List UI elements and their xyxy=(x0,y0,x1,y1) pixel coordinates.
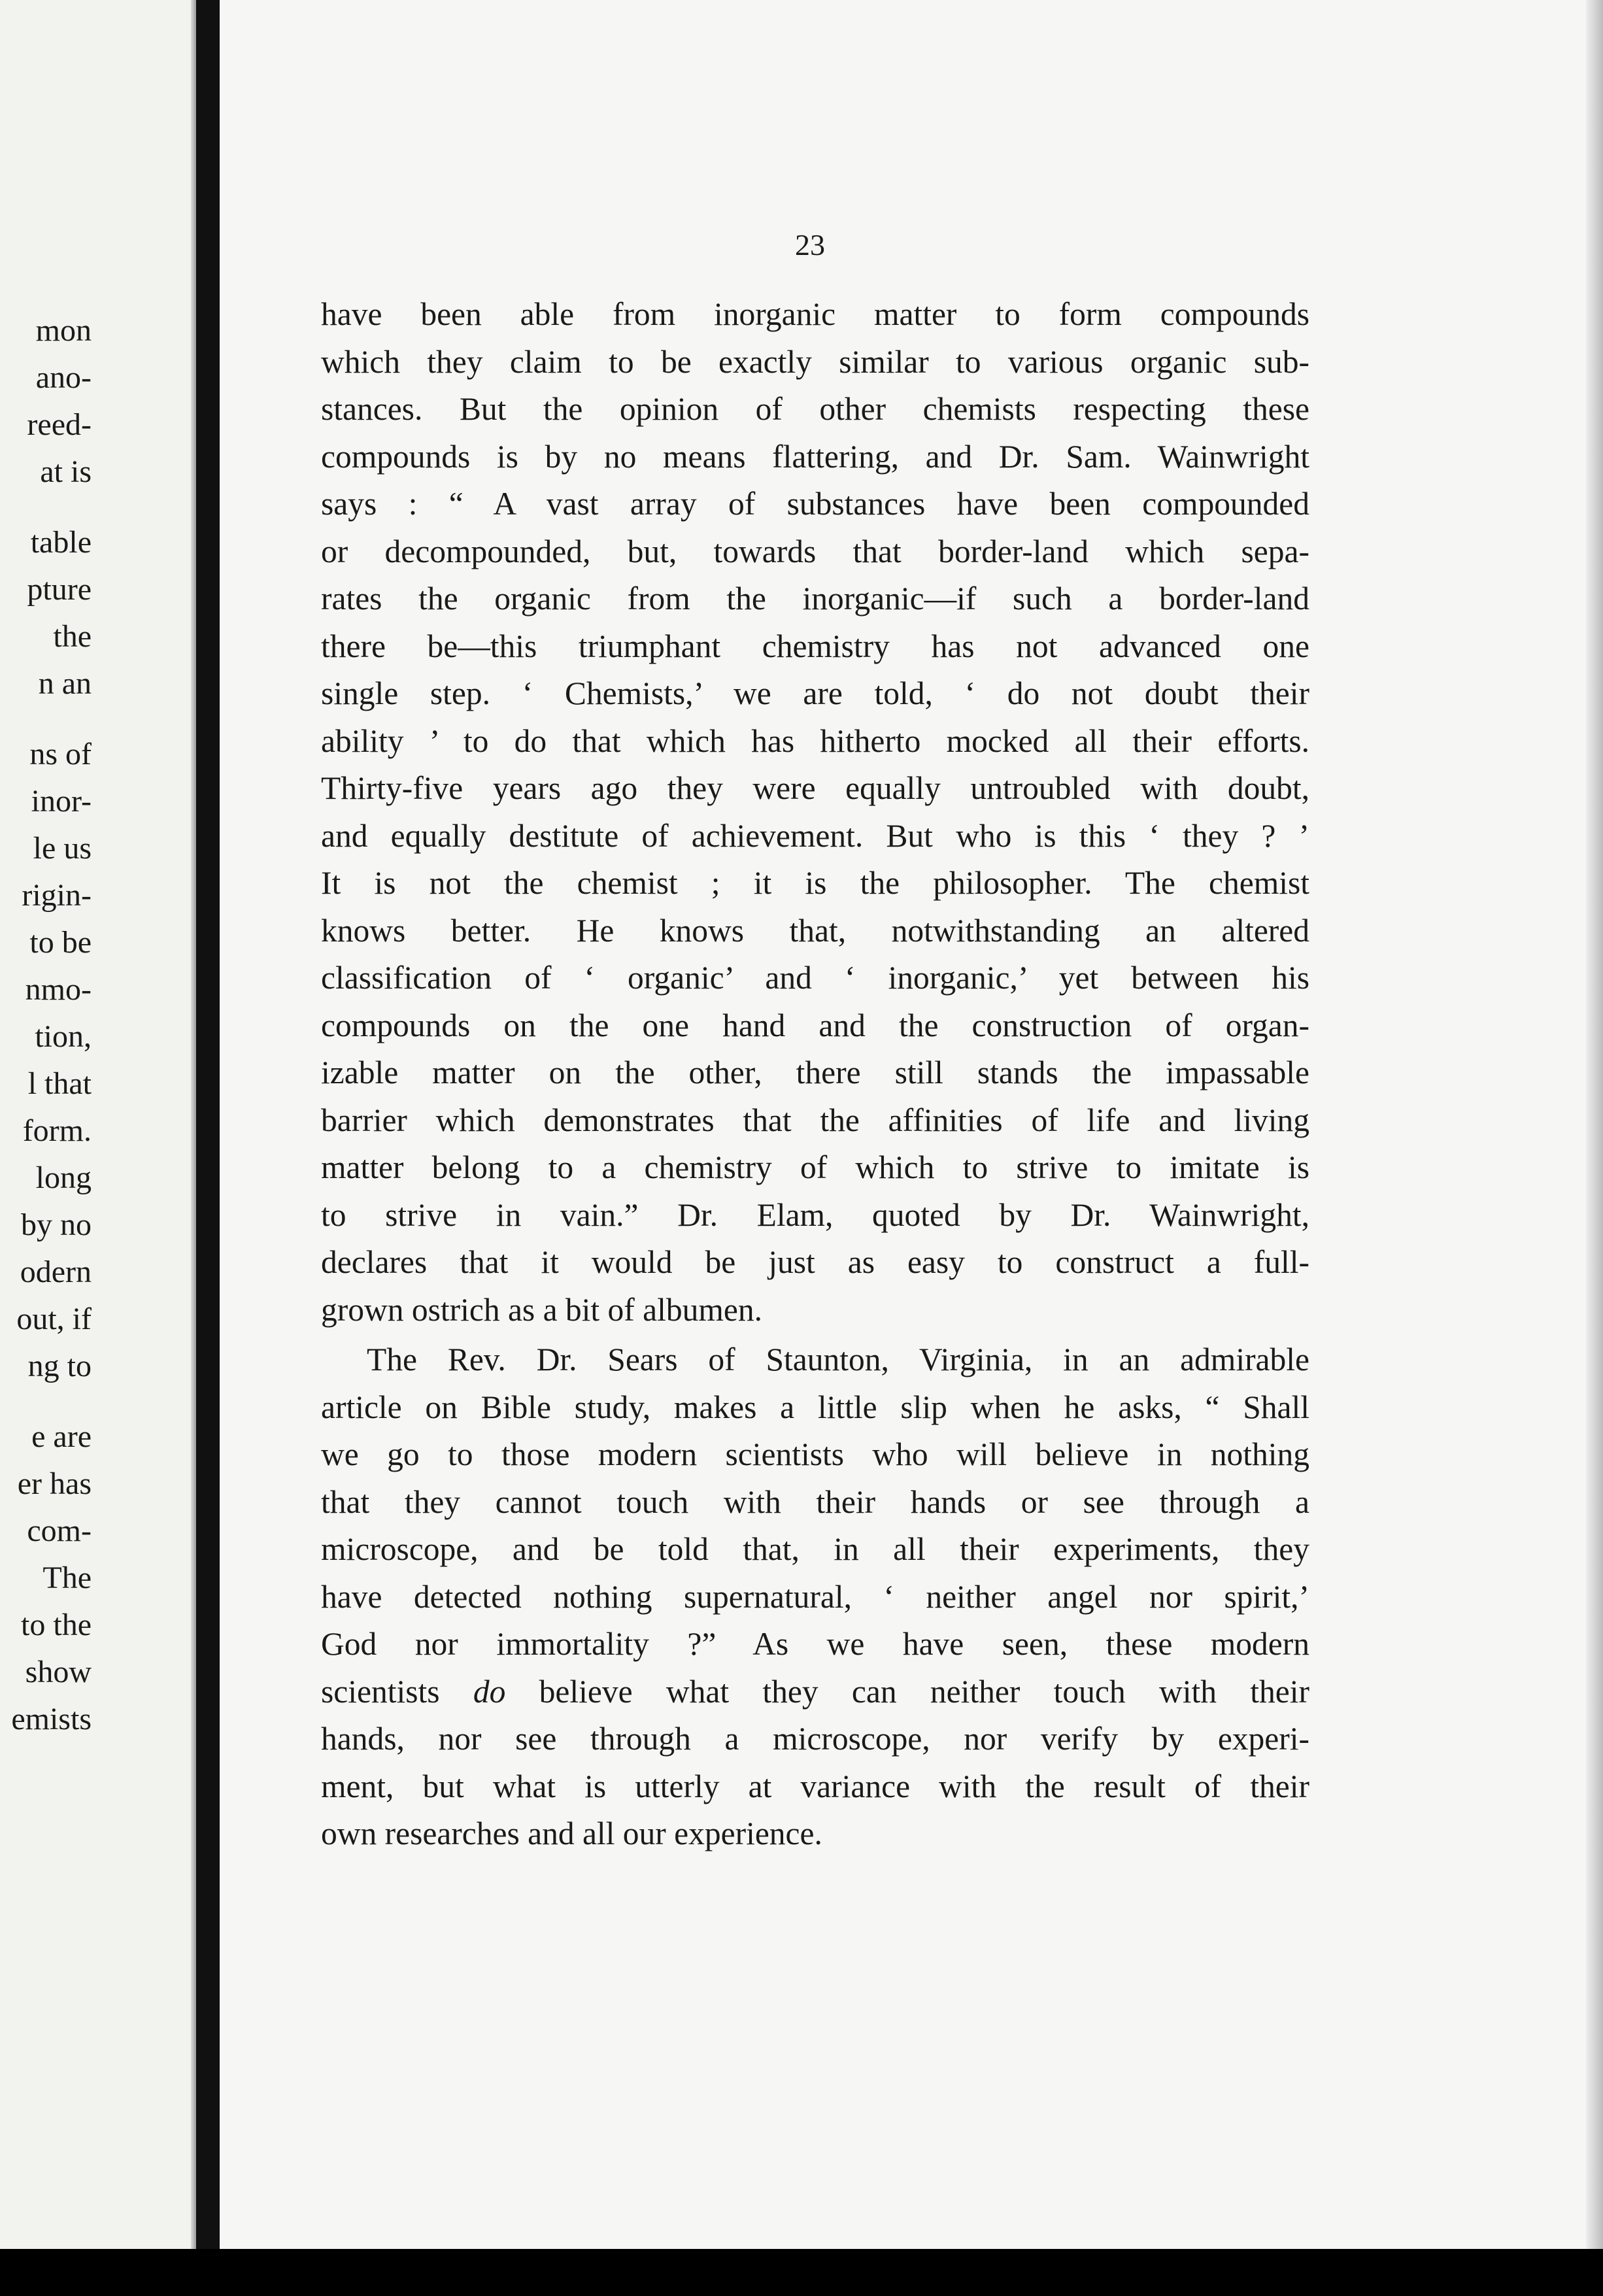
left-page-line: reed- xyxy=(27,407,92,442)
text-line: and equally destitute of achievement. But who is this ‘ they ? ’ xyxy=(321,817,1309,854)
page-number: 23 xyxy=(795,228,825,262)
scan-bottom-border xyxy=(0,2249,1603,2296)
left-page-line: the xyxy=(53,619,92,654)
text-line: knows better. He knows that, notwithstanding an altered xyxy=(321,912,1309,949)
text-line: compounds is by no means flattering, and Dr. Sam. Wainwright xyxy=(321,438,1309,475)
text-line: It is not the chemist ; it is the philosopher. The chemist xyxy=(321,865,1309,901)
left-page-line: form. xyxy=(22,1113,92,1148)
left-page-line: odern xyxy=(20,1255,92,1289)
left-page-line: e are xyxy=(31,1419,92,1454)
left-page-line: er has xyxy=(17,1466,92,1501)
left-page-line: to be xyxy=(29,925,92,960)
left-page xyxy=(0,0,196,2249)
text-line: rates the organic from the inorganic—if such a border-land xyxy=(321,581,1309,616)
text-line: article on Bible study, makes a little slip when he asks, “ Shall xyxy=(321,1389,1309,1425)
text-line: there be—this triumphant chemistry has not advanced one xyxy=(321,628,1309,664)
left-page-line: nmo- xyxy=(25,972,92,1007)
left-page-line: ng to xyxy=(27,1349,92,1383)
text-line: Thirty-five years ago they were equally untroubled with doubt, xyxy=(321,770,1309,806)
paragraph-1 xyxy=(321,291,1309,1334)
text-line: which they claim to be exactly similar to various organic sub- xyxy=(321,343,1309,380)
left-page-line: long xyxy=(35,1160,92,1195)
left-page-line: l that xyxy=(27,1066,92,1101)
text-line: microscope, and be told that, in all their experiments, they xyxy=(321,1531,1309,1567)
left-page-line: by no xyxy=(21,1207,92,1242)
text-line: God nor immortality ?” As we have seen, these modern xyxy=(321,1626,1309,1662)
text-line: hands, nor see through a microscope, nor verify by experi- xyxy=(321,1721,1309,1757)
paragraph-2 xyxy=(321,1336,1309,1858)
text-line: declares that it would be just as easy to construct a full- xyxy=(321,1244,1309,1280)
text-line: matter belong to a chemistry of which to strive to imitate is xyxy=(321,1149,1309,1185)
text-line: scientists do believe what they can neither touch with their xyxy=(321,1673,1309,1710)
right-page-edge xyxy=(1586,0,1603,2249)
text-line: says : “ A vast array of substances have been compounded xyxy=(321,486,1309,522)
left-page-line: ns of xyxy=(29,737,92,771)
left-page-line: out, if xyxy=(16,1302,92,1336)
left-page-line: to the xyxy=(21,1608,92,1642)
text-line: barrier which demonstrates that the affinities of life and living xyxy=(321,1102,1309,1138)
left-page-line: at is xyxy=(40,454,92,489)
text-line: classification of ‘ organic’ and ‘ inorganic,’ yet between his xyxy=(321,960,1309,996)
left-page-line: rigin- xyxy=(22,878,92,913)
right-page xyxy=(220,0,1603,2249)
left-page-edge xyxy=(191,0,196,2249)
left-page-line: mon xyxy=(35,313,92,348)
book-spine xyxy=(196,0,220,2296)
text-line: ability ’ to do that which has hitherto mocked all their efforts. xyxy=(321,722,1309,759)
text-line: single step. ‘ Chemists,’ we are told, ‘ do not doubt their xyxy=(321,675,1309,711)
text-line: have detected nothing supernatural, ‘ neither angel nor spirit,’ xyxy=(321,1578,1309,1615)
text-line: ment, but what is utterly at variance with the result of their xyxy=(321,1768,1309,1804)
left-page-line: ano- xyxy=(35,360,92,395)
left-page-line: le us xyxy=(33,831,92,866)
text-line: that they cannot touch with their hands or see through a xyxy=(321,1483,1309,1520)
left-page-gap xyxy=(0,496,92,519)
text-line: have been able from inorganic matter to form compounds xyxy=(321,296,1309,332)
text-line: izable matter on the other, there still stands the impassable xyxy=(321,1055,1309,1090)
text-line: we go to those modern scientists who will believe in nothing xyxy=(321,1436,1309,1472)
left-page-line: table xyxy=(30,525,92,560)
text-line: compounds on the one hand and the construction of organ- xyxy=(321,1007,1309,1043)
left-page-line: com- xyxy=(27,1513,92,1548)
body-text xyxy=(321,291,1309,1858)
left-page-line: n an xyxy=(38,666,92,701)
left-page-line: emists xyxy=(11,1702,92,1736)
text-line: or decompounded, but, towards that border-land which sepa- xyxy=(321,533,1309,569)
text-line: grown ostrich as a bit of albumen. xyxy=(321,1291,762,1328)
left-page-gap xyxy=(0,707,92,731)
text-line: The Rev. Dr. Sears of Staunton, Virginia, in an admirable xyxy=(367,1342,1309,1377)
left-page-line: pture xyxy=(27,572,92,607)
text-line: own researches and all our experience. xyxy=(321,1815,822,1851)
italic-word: do xyxy=(473,1673,506,1710)
left-page-text xyxy=(0,307,92,1743)
left-page-line: The xyxy=(42,1561,92,1595)
text-line: to strive in vain.” Dr. Elam, quoted by Dr. Wainwright, xyxy=(321,1196,1309,1233)
text-line: stances. But the opinion of other chemists respecting these xyxy=(321,391,1309,427)
left-page-line: inor- xyxy=(31,784,92,819)
left-page-line: tion, xyxy=(35,1019,92,1054)
left-page-line: show xyxy=(25,1655,92,1689)
left-page-gap xyxy=(0,1390,92,1413)
